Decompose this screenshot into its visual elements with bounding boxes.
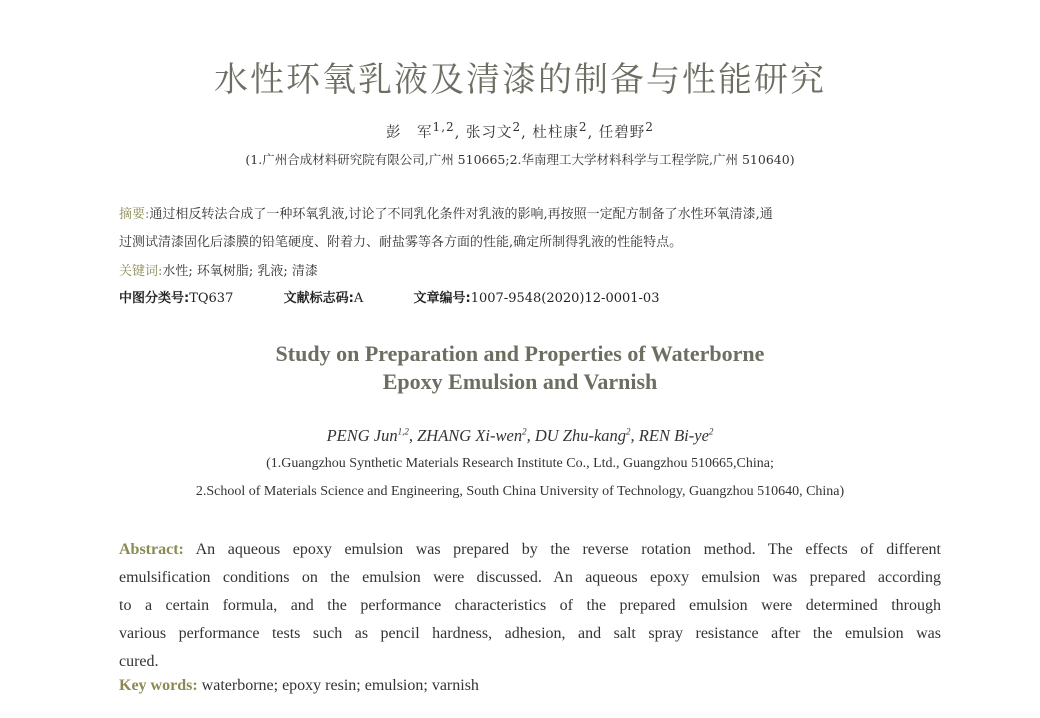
chinese-abstract-line: 通过相反转法合成了一种环氧乳液,讨论了不同乳化条件对乳液的影响,再按照一定配方制备了水性环氧清漆,通	[149, 207, 773, 222]
english-abstract-label: Abstract:	[119, 541, 184, 558]
doc-code-value: A	[353, 291, 364, 306]
clc-value: TQ637	[189, 291, 234, 306]
english-keywords	[119, 677, 941, 695]
english-keywords-text: waterborne; epoxy resin; emulsion; varnish	[201, 677, 479, 694]
english-title-line: Epoxy Emulsion and Varnish	[382, 369, 658, 394]
chinese-keywords-text: 水性; 环氧树脂; 乳液; 清漆	[162, 264, 318, 279]
english-keywords-label: Key words:	[119, 677, 198, 694]
english-authors: PENG Jun$^{1,2}$, ZHANG Xi-wen$^2$, DU Zhu-kang$^2$, REN $Bi-ye^2$	[326, 426, 714, 445]
author-name: 杜柱康	[532, 124, 579, 141]
chinese-keywords-label: 关键词:	[119, 264, 163, 279]
classification-meta	[119, 287, 941, 306]
author-name: ZHANG Xi-wen	[417, 426, 523, 445]
english-abstract-line: cured.	[119, 653, 159, 670]
english-title	[0, 340, 1040, 396]
chinese-title: 水性环氧乳液及清漆的制备与性能研究	[214, 60, 826, 100]
english-title-line: Study on Preparation and Properties of Waterborne	[275, 341, 765, 366]
chinese-abstract-line: 过测试清漆固化后漆膜的铅笔硬度、附着力、耐盐雾等各方面的性能,确定所制得乳液的性能特点。	[119, 235, 683, 250]
english-abstract-line: emulsification conditions on the emulsion were discussed. An aqueous epoxy emulsion was prepared according	[119, 569, 941, 586]
author-name: PENG Jun	[326, 426, 398, 445]
chinese-authors: 彭 军$^{1,2}$, 张习文$^2$, 杜柱康$^2$, 任碧野$^2$	[386, 120, 654, 141]
english-abstract-text: An aqueous epoxy emulsion was prepared by the reverse rotation method. The effects of different	[195, 541, 941, 558]
chinese-abstract	[119, 201, 941, 257]
author-affil-sup: 1,2	[432, 120, 455, 134]
clc-label: 中图分类号:	[119, 291, 190, 306]
chinese-abstract-label: 摘要:	[119, 207, 150, 222]
author-affil-sup: 2	[578, 120, 588, 134]
author-affil-sup: 2	[645, 120, 654, 134]
author-affil-sup: 2	[626, 426, 631, 437]
article-no-value: 1007-9548(2020)12-0001-03	[470, 291, 660, 306]
author-affil-sup: 2	[708, 426, 714, 437]
english-affiliation-1: (1.Guangzhou Synthetic Materials Research Institute Co., Ltd., Guangzhou 510665,China;	[266, 456, 774, 471]
author-name: REN Bi-ye	[638, 426, 709, 445]
english-abstract-line	[119, 536, 941, 564]
author-name: 张习文	[465, 124, 513, 141]
author-name: DU Zhu-kang	[534, 426, 627, 445]
english-abstract-line: various performance tests such as pencil hardness, adhesion, and salt spray resistance after the emulsion was	[119, 625, 941, 642]
english-abstract	[119, 536, 941, 676]
author-affil-sup: 2	[512, 120, 522, 134]
chinese-affiliation: (1.广州合成材料研究院有限公司,广州 510665;2.华南理工大学材料科学与工程学院,广州 510640)	[245, 152, 795, 167]
article-no-label: 文章编号:	[413, 291, 471, 306]
english-affiliation-2: 2.School of Materials Science and Engineering, South China University of Technology, Guangzhou 510640, China)	[195, 484, 845, 499]
author-name: 彭 军	[386, 124, 433, 141]
author-affil-sup: 1,2	[397, 426, 409, 437]
chinese-keywords	[119, 260, 941, 279]
author-name: 任碧野	[598, 124, 646, 141]
doc-code-label: 文献标志码:	[283, 291, 354, 306]
author-affil-sup: 2	[522, 426, 527, 437]
english-abstract-line: to a certain formula, and the performance characteristics of the prepared emulsion were determined through	[119, 597, 941, 614]
